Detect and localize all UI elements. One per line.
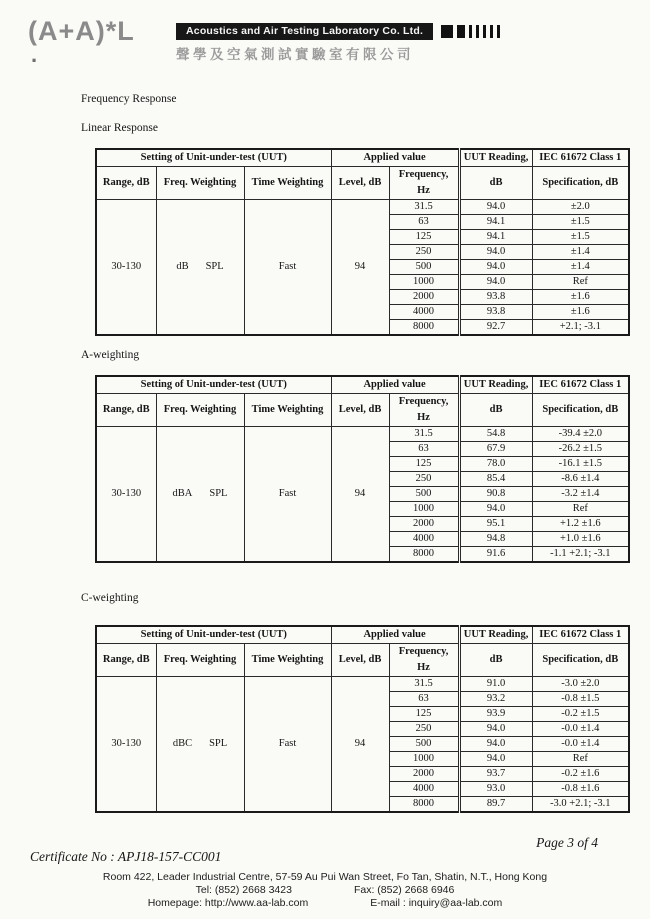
frequency-cell: 63 (389, 442, 459, 457)
uut-group-header: Setting of Unit-under-test (UUT) (96, 149, 331, 167)
certificate-number: Certificate No : APJ18-157-CC001 (30, 849, 222, 864)
uut-reading-cell: 93.9 (459, 707, 532, 722)
freq-weighting-header: Freq. Weighting (156, 394, 244, 427)
range-header: Range, dB (96, 394, 156, 427)
company-name-banner: Acoustics and Air Testing Laboratory Co. Ltd. (176, 23, 433, 40)
level-header: Level, dB (331, 167, 389, 200)
footer-phone-line (0, 884, 650, 896)
section-title-linear: Linear Response (81, 122, 158, 134)
time-weighting-cell: Fast (244, 200, 331, 336)
section-title-c-weighting: C-weighting (81, 592, 139, 604)
uut-reading-cell: 85.4 (459, 472, 532, 487)
uut-group-header: Setting of Unit-under-test (UUT) (96, 376, 331, 394)
uut-reading-cell: 67.9 (459, 442, 532, 457)
frequency-cell: 63 (389, 215, 459, 230)
frequency-cell: 250 (389, 245, 459, 260)
uut-reading-cell: 94.0 (459, 275, 532, 290)
uut-reading-unit-header: dB (459, 394, 532, 427)
uut-reading-cell: 94.1 (459, 230, 532, 245)
level-cell: 94 (331, 677, 389, 813)
frequency-cell: 63 (389, 692, 459, 707)
uut-reading-cell: 94.0 (459, 502, 532, 517)
uut-reading-cell: 94.1 (459, 215, 532, 230)
iec-spec-header: IEC 61672 Class 1 (532, 149, 629, 167)
uut-reading-cell: 94.0 (459, 737, 532, 752)
uut-reading-cell: 94.8 (459, 532, 532, 547)
level-header: Level, dB (331, 644, 389, 677)
c-weighting-table (95, 625, 630, 813)
time-weighting-header: Time Weighting (244, 394, 331, 427)
spec-cell: -0.2 ±1.5 (532, 707, 629, 722)
spec-cell: -39.4 ±2.0 (532, 427, 629, 442)
spec-cell: -0.0 ±1.4 (532, 737, 629, 752)
spec-cell: -0.8 ±1.6 (532, 782, 629, 797)
freq-weighting-header: Freq. Weighting (156, 644, 244, 677)
spec-cell: -3.0 +2.1; -3.1 (532, 797, 629, 813)
company-name-chinese: 聲學及空氣測試實驗室有限公司 (176, 47, 414, 62)
uut-reading-cell: 94.0 (459, 722, 532, 737)
range-header: Range, dB (96, 644, 156, 677)
spec-cell: ±2.0 (532, 200, 629, 215)
frequency-cell: 1000 (389, 502, 459, 517)
uut-reading-cell: 94.0 (459, 260, 532, 275)
uut-reading-cell: 93.0 (459, 782, 532, 797)
range-header: Range, dB (96, 167, 156, 200)
time-weighting-cell: Fast (244, 427, 331, 563)
uut-reading-cell: 94.0 (459, 200, 532, 215)
spec-cell: +1.2 ±1.6 (532, 517, 629, 532)
freq-weighting-header: Freq. Weighting (156, 167, 244, 200)
frequency-cell: 500 (389, 737, 459, 752)
spec-cell: -8.6 ±1.4 (532, 472, 629, 487)
applied-value-header: Applied value (331, 149, 459, 167)
time-weighting-header: Time Weighting (244, 644, 331, 677)
group-header-row (96, 626, 629, 644)
footer-email: E-mail : inquiry@aa-lab.com (370, 897, 503, 909)
uut-reading-header: UUT Reading, (459, 149, 532, 167)
frequency-header: Frequency, Hz (389, 644, 459, 677)
frequency-cell: 4000 (389, 532, 459, 547)
uut-reading-cell: 93.8 (459, 290, 532, 305)
frequency-cell: 2000 (389, 767, 459, 782)
group-header-row (96, 149, 629, 167)
spec-cell: -16.1 ±1.5 (532, 457, 629, 472)
uut-reading-unit-header: dB (459, 167, 532, 200)
column-header-row (96, 394, 629, 427)
weighting-mode: SPL (209, 488, 228, 499)
weighting-unit: dBA (172, 488, 193, 499)
frequency-cell: 500 (389, 260, 459, 275)
spec-cell: ±1.5 (532, 230, 629, 245)
spec-cell: +1.0 ±1.6 (532, 532, 629, 547)
a-weighting-table (95, 375, 630, 563)
footer-tel: Tel: (852) 2668 3423 (195, 884, 292, 896)
footer-fax: Fax: (852) 2668 6946 (353, 884, 455, 896)
frequency-cell: 500 (389, 487, 459, 502)
uut-reading-cell: 94.0 (459, 752, 532, 767)
uut-reading-cell: 91.6 (459, 547, 532, 563)
frequency-cell: 250 (389, 722, 459, 737)
uut-reading-cell: 92.7 (459, 320, 532, 336)
iec-spec-unit-header: Specification, dB (532, 394, 629, 427)
spec-cell: ±1.4 (532, 245, 629, 260)
level-cell: 94 (331, 427, 389, 563)
frequency-cell: 125 (389, 707, 459, 722)
spec-cell: ±1.5 (532, 215, 629, 230)
linear-response-table (95, 148, 630, 336)
spec-cell: Ref (532, 502, 629, 517)
spec-cell: Ref (532, 275, 629, 290)
frequency-cell: 250 (389, 472, 459, 487)
frequency-cell: 2000 (389, 517, 459, 532)
frequency-cell: 4000 (389, 305, 459, 320)
frequency-header: Frequency, Hz (389, 394, 459, 427)
level-header: Level, dB (331, 394, 389, 427)
spec-cell: ±1.4 (532, 260, 629, 275)
group-header-row (96, 376, 629, 394)
frequency-cell: 31.5 (389, 200, 459, 215)
logo-text: (A+A)*L (28, 16, 135, 46)
spec-cell: ±1.6 (532, 290, 629, 305)
frequency-cell: 8000 (389, 320, 459, 336)
uut-reading-cell: 94.0 (459, 245, 532, 260)
frequency-cell: 4000 (389, 782, 459, 797)
iec-spec-unit-header: Specification, dB (532, 167, 629, 200)
frequency-cell: 1000 (389, 275, 459, 290)
uut-group-header: Setting of Unit-under-test (UUT) (96, 626, 331, 644)
column-header-row (96, 644, 629, 677)
frequency-cell: 1000 (389, 752, 459, 767)
logo-dot: . (31, 42, 39, 67)
uut-reading-cell: 93.7 (459, 767, 532, 782)
uut-reading-unit-header: dB (459, 644, 532, 677)
weighting-mode: SPL (209, 738, 228, 749)
footer-contact-block (0, 871, 650, 909)
frequency-header: Frequency, Hz (389, 167, 459, 200)
spec-cell: -3.0 ±2.0 (532, 677, 629, 692)
time-weighting-header: Time Weighting (244, 167, 331, 200)
weighting-unit: dBC (172, 738, 193, 749)
frequency-cell: 31.5 (389, 427, 459, 442)
iec-spec-header: IEC 61672 Class 1 (532, 376, 629, 394)
frequency-cell: 8000 (389, 547, 459, 563)
page-title: Frequency Response (81, 93, 177, 105)
range-cell: 30-130 (96, 427, 156, 563)
iec-spec-unit-header: Specification, dB (532, 644, 629, 677)
table-row (96, 677, 629, 692)
frequency-cell: 125 (389, 230, 459, 245)
freq-weighting-cell (156, 200, 244, 336)
uut-reading-header: UUT Reading, (459, 626, 532, 644)
section-title-a-weighting: A-weighting (81, 349, 140, 361)
freq-weighting-cell (156, 427, 244, 563)
spec-cell: ±1.6 (532, 305, 629, 320)
applied-value-header: Applied value (331, 376, 459, 394)
table-row (96, 427, 629, 442)
uut-reading-cell: 90.8 (459, 487, 532, 502)
uut-reading-header: UUT Reading, (459, 376, 532, 394)
uut-reading-cell: 93.8 (459, 305, 532, 320)
uut-reading-cell: 95.1 (459, 517, 532, 532)
range-cell: 30-130 (96, 677, 156, 813)
uut-reading-cell: 78.0 (459, 457, 532, 472)
level-cell: 94 (331, 200, 389, 336)
frequency-cell: 2000 (389, 290, 459, 305)
range-cell: 30-130 (96, 200, 156, 336)
applied-value-header: Applied value (331, 626, 459, 644)
time-weighting-cell: Fast (244, 677, 331, 813)
weighting-unit: dB (176, 261, 189, 272)
page-number: Page 3 of 4 (536, 835, 598, 850)
footer-web-line (0, 897, 650, 909)
spec-cell: Ref (532, 752, 629, 767)
spec-cell: -0.0 ±1.4 (532, 722, 629, 737)
frequency-cell: 31.5 (389, 677, 459, 692)
uut-reading-cell: 93.2 (459, 692, 532, 707)
uut-reading-cell: 89.7 (459, 797, 532, 813)
uut-reading-cell: 91.0 (459, 677, 532, 692)
spec-cell: +2.1; -3.1 (532, 320, 629, 336)
spec-cell: -0.8 ±1.5 (532, 692, 629, 707)
spec-cell: -3.2 ±1.4 (532, 487, 629, 502)
spec-cell: -0.2 ±1.6 (532, 767, 629, 782)
frequency-cell: 8000 (389, 797, 459, 813)
column-header-row (96, 167, 629, 200)
footer-homepage: Homepage: http://www.aa-lab.com (147, 897, 309, 909)
spec-cell: -26.2 ±1.5 (532, 442, 629, 457)
table-row (96, 200, 629, 215)
freq-weighting-cell (156, 677, 244, 813)
weighting-mode: SPL (205, 261, 224, 272)
footer-address: Room 422, Leader Industrial Centre, 57-59 Au Pui Wan Street, Fo Tan, Shatin, N.T., Hong Kong (102, 871, 548, 883)
uut-reading-cell: 54.8 (459, 427, 532, 442)
spec-cell: -1.1 +2.1; -3.1 (532, 547, 629, 563)
frequency-cell: 125 (389, 457, 459, 472)
iec-spec-header: IEC 61672 Class 1 (532, 626, 629, 644)
